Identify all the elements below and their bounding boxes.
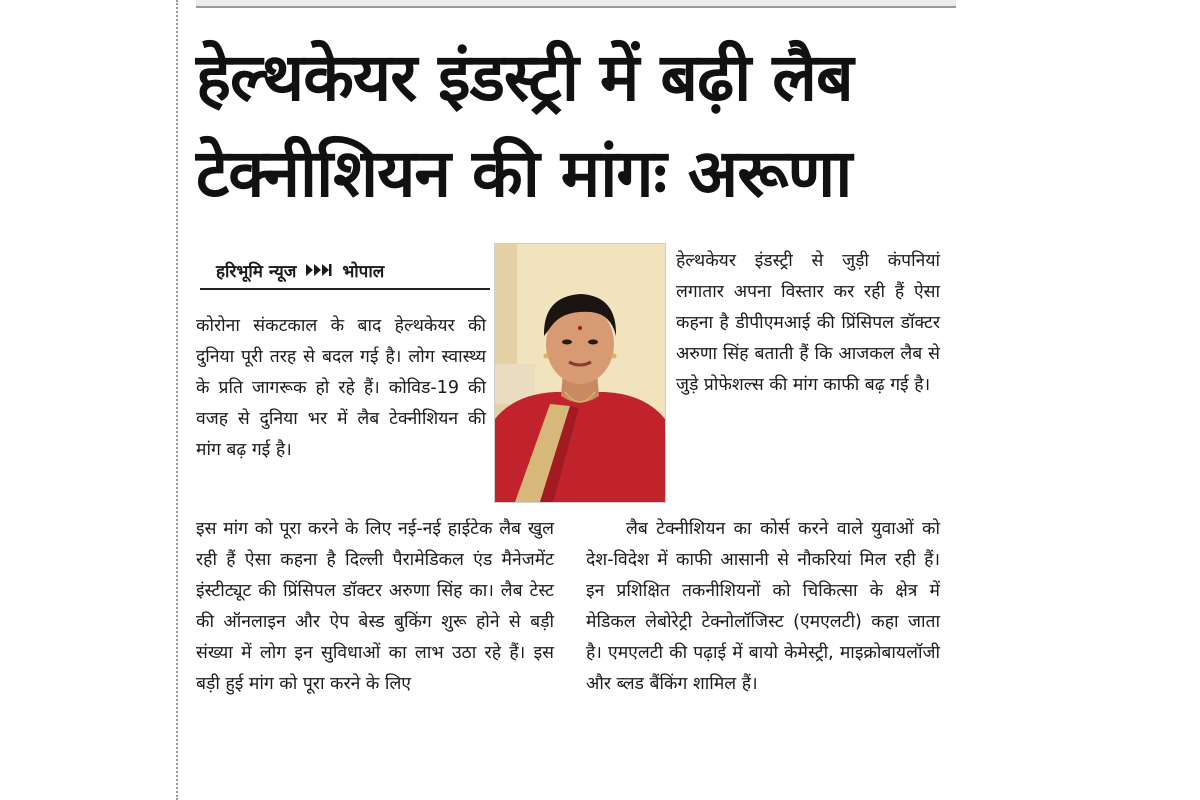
headline-line-1: हेल्थकेयर इंडस्ट्री में बढ़ी लैब <box>196 39 853 116</box>
column-2-bottom <box>586 514 940 700</box>
triple-arrow-icon <box>306 262 332 278</box>
byline-city: भोपाल <box>342 261 385 282</box>
portrait-photo <box>494 243 666 503</box>
headline-line-2: टेक्नीशियन की मांगः अरूणा <box>196 135 852 212</box>
byline <box>200 252 490 290</box>
headline <box>196 30 956 222</box>
top-rule <box>196 0 956 8</box>
byline-source: हरिभूमि न्यूज <box>216 261 297 282</box>
paragraph-2: इस मांग को पूरा करने के लिए नई-नई हाईटेक लैब खुल रही हैं ऐसा कहना है दिल्ली पैरामेडिकल एंड मैनेजमेंट इंस्टीट्यूट की प्रिंसिपल डॉक्टर अरुणा सिंह का। लैब टेस्ट की ऑनलाइन और ऐप बेस्ड बुकिंग शुरू होने से बड़ी संख्या में लोग इन सुविधाओं का लाभ उठा रहे हैं। इस बड़ी हुई मांग को पूरा करने के लिए <box>196 519 554 694</box>
column-1-bottom <box>196 514 554 700</box>
paragraph-4: लैब टेक्नीशियन का कोर्स करने वाले युवाओं को देश-विदेश में काफी आसानी से नौकरियां मिल रही हैं। इन प्रशिक्षित तकनीशियनों को चिकित्सा के क्षेत्र में मेडिकल लेबोरेट्री टेक्नोलॉजिस्ट (एमएलटी) कहा जाता है। एमएलटी की पढ़ाई में बायो केमेस्ट्री, माइक्रोबायलॉजी और ब्लड बैंकिंग शामिल हैं। <box>586 519 940 694</box>
paragraph-3: हेल्थकेयर इंडस्ट्री से जुड़ी कंपनियां लगातार अपना विस्तार कर रही हैं ऐसा कहना है डीपीएमआई की प्रिंसिपल डॉक्टर अरुणा सिंह बताती हैं कि आजकल लैब से जुड़े प्रोफेशल्स की मांग काफी बढ़ गई है। <box>676 251 940 395</box>
column-1-top <box>196 311 486 466</box>
paragraph-1: कोरोना संकटकाल के बाद हेल्थकेयर की दुनिया पूरी तरह से बदल गई है। लोग स्वास्थ्य के प्रति जागरूक हो रहे हैं। कोविड-19 की वजह से दुनिया भर में लैब टेक्नीशियन की मांग बढ़ गई है। <box>196 316 486 460</box>
column-2-top <box>676 246 940 401</box>
column-divider-dotted <box>176 0 178 800</box>
